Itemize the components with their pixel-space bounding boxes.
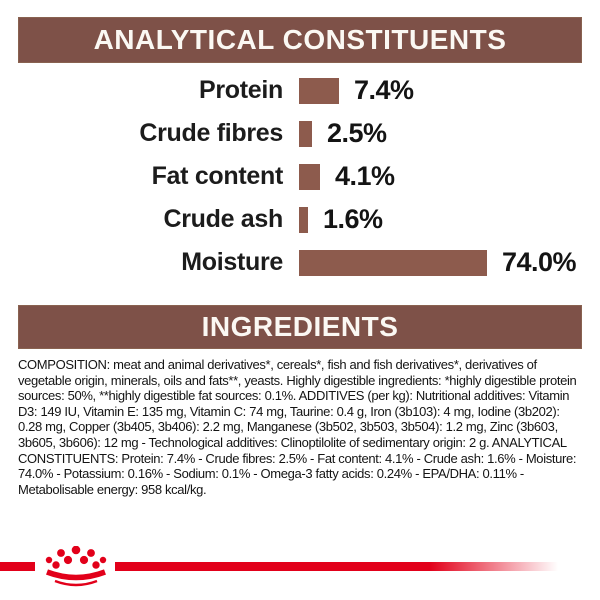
bar-value: 1.6% bbox=[323, 204, 383, 234]
red-stripe-left bbox=[0, 562, 35, 571]
bar bbox=[299, 78, 339, 104]
chart-row-moisture bbox=[0, 241, 600, 284]
analytical-constituents-bar-chart bbox=[0, 69, 600, 284]
bar-label: Fat content bbox=[151, 162, 283, 190]
bar-value: 7.4% bbox=[354, 75, 414, 105]
bar-label: Crude ash bbox=[163, 205, 283, 233]
bar-label: Crude fibres bbox=[139, 119, 283, 147]
red-stripe-right bbox=[115, 562, 558, 571]
chart-row-crude-ash bbox=[0, 198, 600, 241]
analytical-constituents-header bbox=[18, 17, 582, 63]
ingredients-title: INGREDIENTS bbox=[201, 311, 399, 342]
chart-row-protein bbox=[0, 69, 600, 112]
composition-text: COMPOSITION: meat and animal derivatives*, cereals*, fish and fish derivatives*, derivatives of vegetable origin, minerals, oils and fats**, yeasts. Highly digestible ingredients: *highly digestible protein sources: 50%, **highly digestible fat sources: 0.1%. ADDITIVES (per kg): Nutritional additives: Vitamin D3: 149 IU, Vitamin E: 135 mg, Vitamin C: 74 mg, Taurine: 0.4 g, Iron (3b103): 4 mg, Iodine (3b202): 0.28 mg, Copper (3b405, 3b406): 2.2 mg, Manganese (3b502, 3b503, 3b504): 1.2 mg, Zinc (3b603, 3b605, 3b606): 12 mg - Technological additives: Clinoptilolite of sedimentary origin: 2 g. ANALYTICAL CONSTITUENTS: Protein: 7.4% - Crude fibres: 2.5% - Fat content: 4.1% - Crude ash: 1.6% - Moisture: 74.0% - Potassium: 0.16% - Sodium: 0.1% - Omega-3 fatty acids: 0.24% - EPA/DHA: 0.11% - Metabolisable energy: 958 kcal/kg. bbox=[18, 357, 577, 497]
analytical-constituents-title: ANALYTICAL CONSTITUENTS bbox=[93, 24, 507, 55]
royal-canin-crown-icon bbox=[44, 546, 108, 590]
chart-row-crude-fibres bbox=[0, 112, 600, 155]
ingredients-header bbox=[18, 305, 582, 349]
bar bbox=[299, 250, 487, 276]
bar-label: Moisture bbox=[181, 248, 283, 276]
bar-label: Protein bbox=[198, 76, 283, 104]
bar bbox=[299, 164, 320, 190]
bar-value: 74.0% bbox=[502, 247, 577, 277]
bar bbox=[299, 121, 312, 147]
bar-value: 2.5% bbox=[327, 118, 387, 148]
bar bbox=[299, 207, 308, 233]
bar-value: 4.1% bbox=[335, 161, 395, 191]
chart-row-fat-content bbox=[0, 155, 600, 198]
